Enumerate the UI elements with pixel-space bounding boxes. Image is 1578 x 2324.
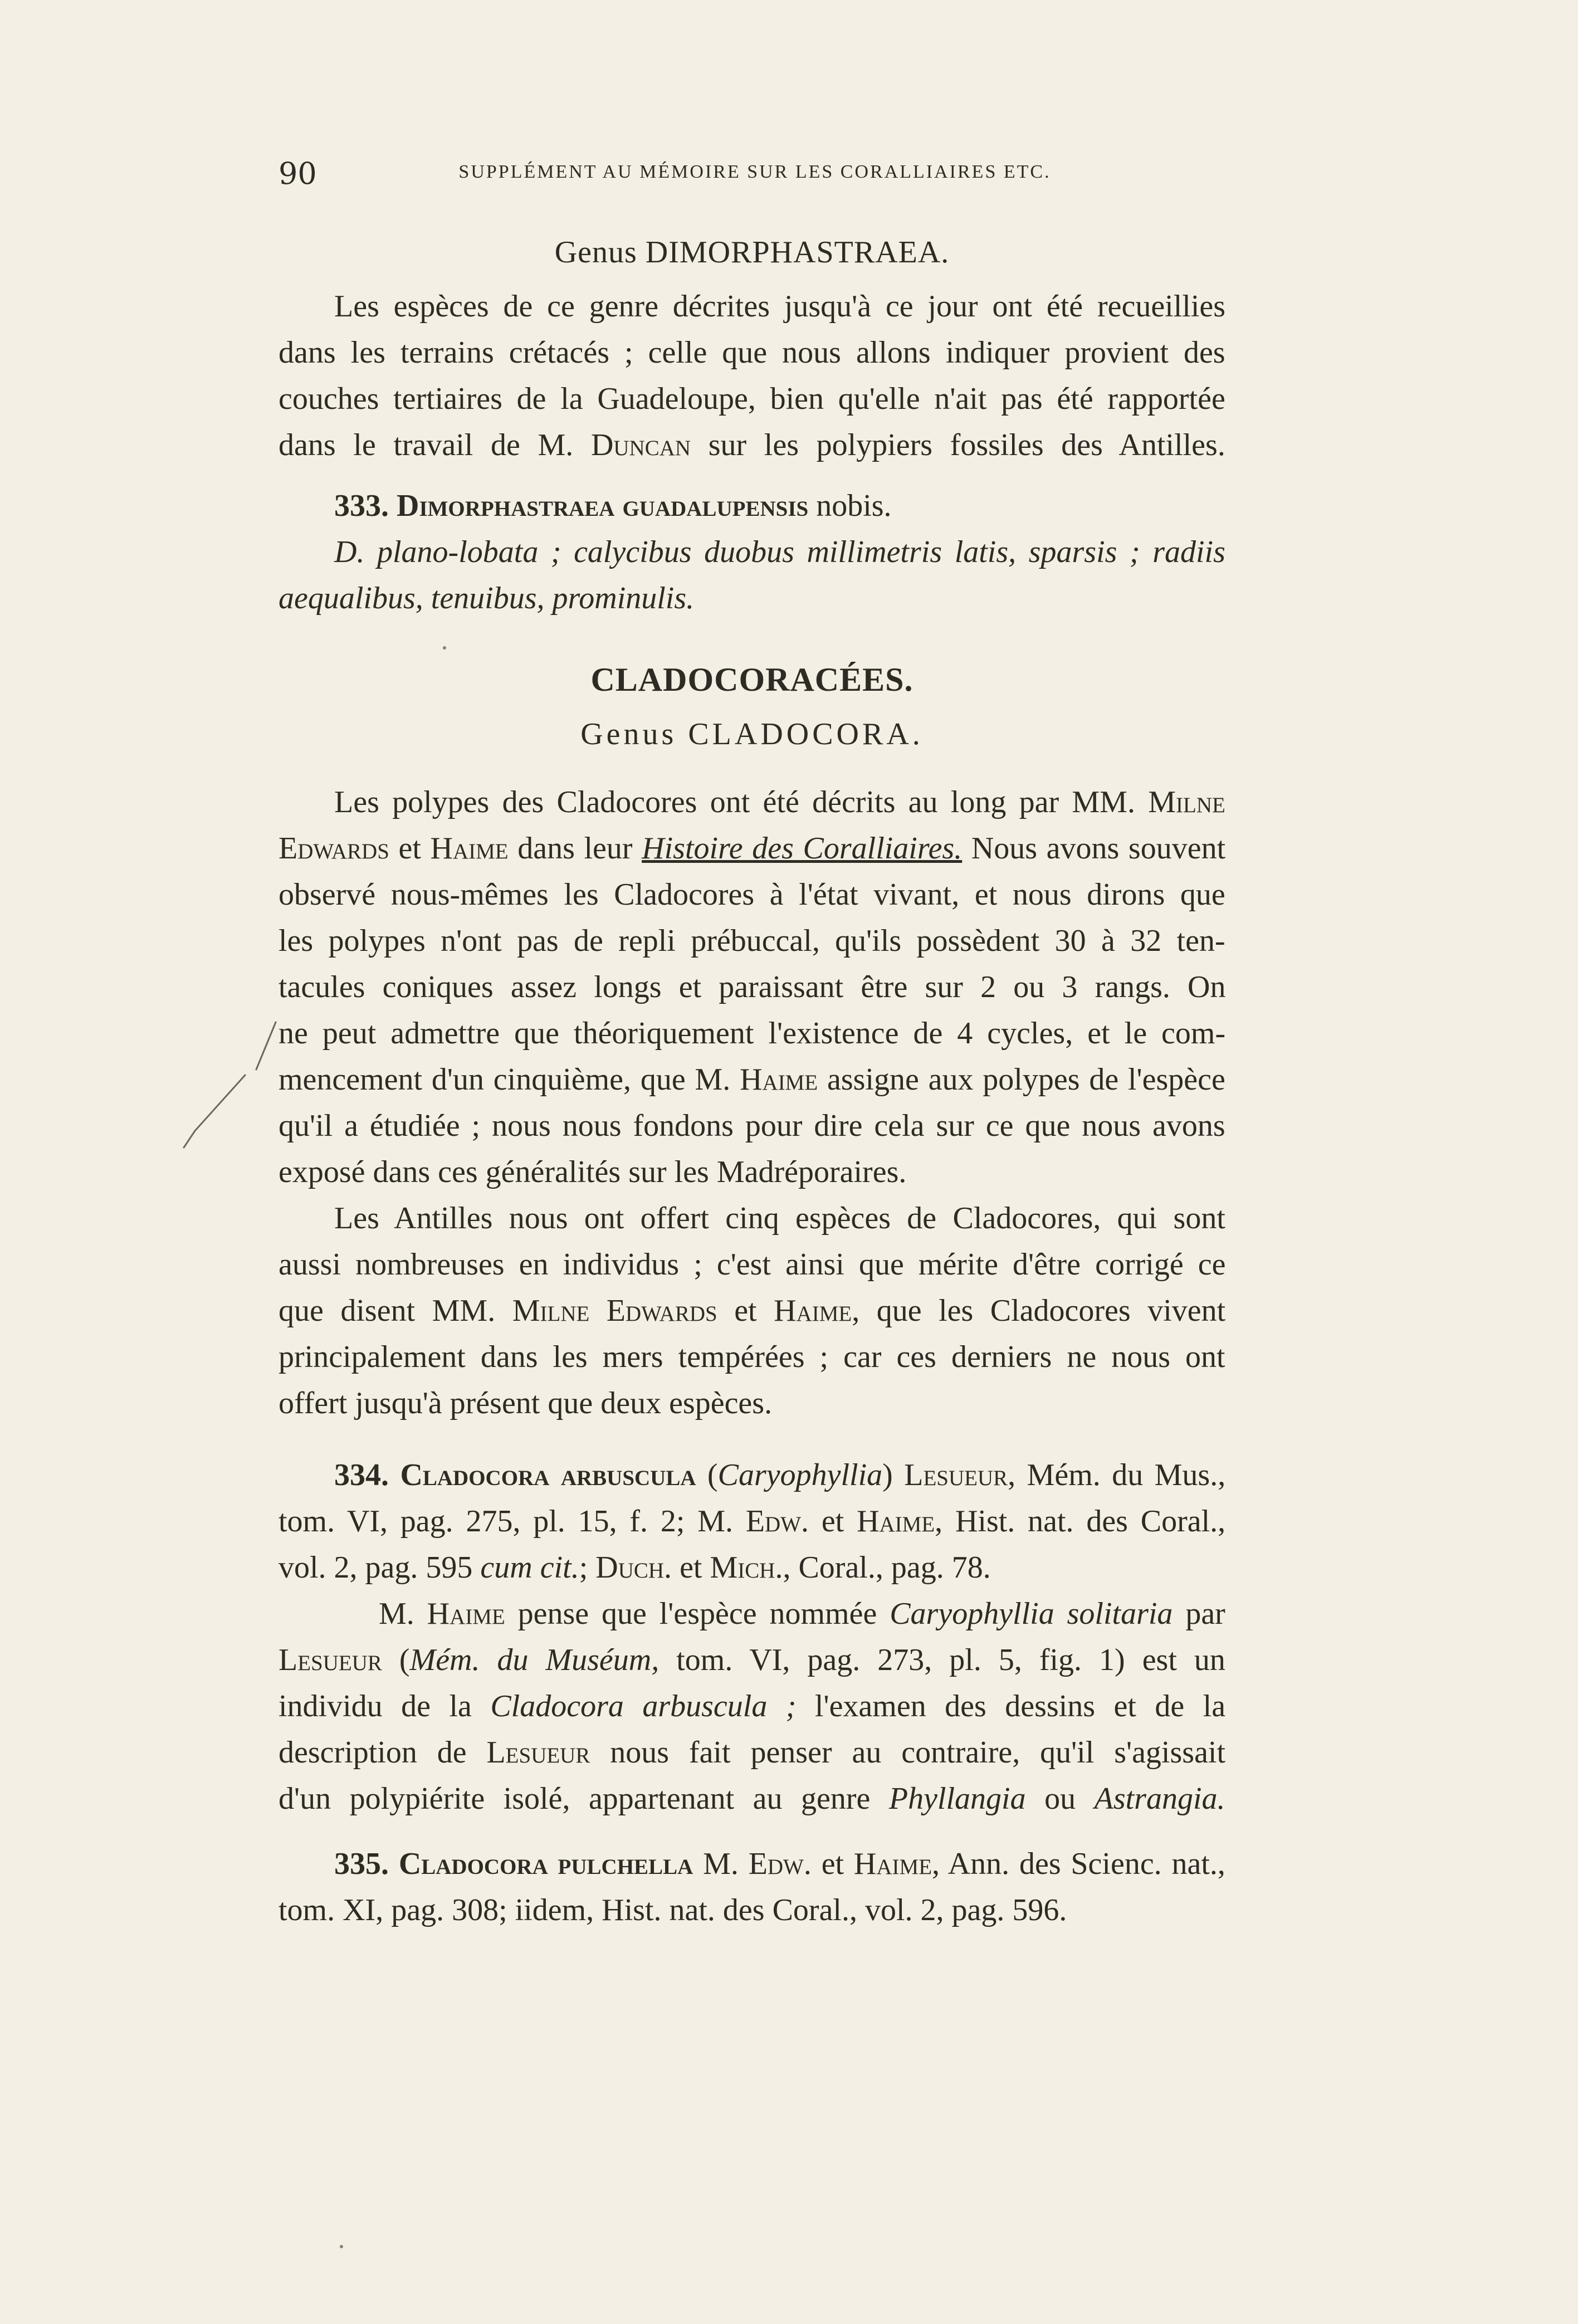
paragraph-line bbox=[279, 833, 1225, 864]
work-title: Histoire des Coralliaires. bbox=[642, 831, 963, 866]
paragraph-line: aussi nombreuses en individus ; c'est ainsi que mérite d'être corrigé ce bbox=[279, 1247, 1226, 1282]
paragraph-line: Les espèces de ce genre décrites jusqu'à ce jour ont été recueillies bbox=[334, 289, 1226, 324]
text-run: et bbox=[398, 831, 421, 866]
species-entry-334 bbox=[334, 1459, 1225, 1491]
text-run: ) bbox=[882, 1458, 893, 1492]
citation-line bbox=[279, 1552, 991, 1583]
species-name: Cladocora arbuscula bbox=[400, 1458, 696, 1492]
diagnosis-text: aequalibus, tenuibus, prominulis. bbox=[279, 581, 695, 616]
text-run: et bbox=[821, 1847, 844, 1881]
paragraph-line: exposé dans ces généralités sur les Madréporaires. bbox=[279, 1155, 907, 1189]
genus-label: Genus bbox=[554, 235, 637, 270]
text-run: et bbox=[734, 1293, 757, 1328]
paragraph-line: les polypes n'ont pas de repli prébuccal, qu'ils possèdent 30 à 32 ten- bbox=[279, 924, 1225, 958]
paragraph-line bbox=[279, 1295, 1225, 1326]
text-run: sur les polypiers fossiles des Antilles. bbox=[708, 428, 1225, 462]
text-run: , que les Cladocores vivent bbox=[852, 1293, 1226, 1328]
genus-name: CLADOCORA. bbox=[688, 717, 924, 751]
page-header bbox=[279, 156, 1231, 195]
author-name: Haime bbox=[427, 1596, 505, 1631]
paragraph-line bbox=[334, 787, 1225, 818]
paper-speck bbox=[443, 646, 446, 650]
text-run: mencement d'un cinquième, que M. bbox=[279, 1062, 731, 1097]
author-name: Milne Edwards bbox=[512, 1293, 717, 1328]
species-entry-335 bbox=[334, 1848, 1225, 1879]
text-run: , Ann. des Scienc. nat., bbox=[932, 1847, 1225, 1881]
species-name: Cladocora pulchella bbox=[398, 1847, 693, 1881]
author-name: Lesueur bbox=[279, 1643, 382, 1677]
genus-heading bbox=[279, 237, 1225, 268]
text-run: vol. 2, pag. 595 bbox=[279, 1550, 473, 1585]
taxon-name: Phyllangia bbox=[888, 1781, 1026, 1816]
paragraph-line: couches tertiaires de la Guadeloupe, bien qu'elle n'ait pas été rapportée bbox=[279, 382, 1225, 416]
diagnosis-text: D. plano-lobata ; calycibus duobus millimetris latis, sparsis ; radiis bbox=[334, 535, 1225, 569]
author-name: Edw. bbox=[748, 1847, 812, 1881]
text-run: dans leur bbox=[517, 831, 633, 866]
text-run: M. bbox=[379, 1596, 414, 1631]
cum-cit: cum cit. bbox=[480, 1550, 579, 1585]
author-name: Mich. bbox=[710, 1550, 783, 1585]
species-name: Dimorphastraea guadalupensis bbox=[397, 489, 809, 523]
genus-name: DIMORPHASTRAEA. bbox=[645, 235, 950, 270]
text-run: , Hist. nat. des Coral., bbox=[935, 1504, 1226, 1539]
species-author: nobis. bbox=[816, 489, 892, 523]
author-name: Haime bbox=[740, 1062, 818, 1097]
species-diagnosis bbox=[334, 536, 1225, 568]
text-run: description de bbox=[279, 1735, 467, 1770]
taxon-name: Caryophyllia solitaria bbox=[890, 1596, 1173, 1631]
work-title: Mém. du Muséum, bbox=[409, 1643, 659, 1677]
note-line bbox=[279, 1783, 1225, 1814]
author-name: Lesueur bbox=[486, 1735, 590, 1770]
author-name: Edw. bbox=[745, 1504, 809, 1539]
text-run: Nous avons souvent bbox=[971, 831, 1226, 866]
text-run: et bbox=[680, 1550, 702, 1585]
paragraph-line: Les Antilles nous ont offert cinq espèces de Cladocores, qui sont bbox=[334, 1201, 1225, 1236]
author-name: Duncan bbox=[590, 428, 691, 462]
species-number: 334. bbox=[334, 1458, 389, 1492]
genus-label: Genus bbox=[580, 717, 677, 751]
species-diagnosis bbox=[279, 583, 694, 614]
paragraph-line: offert jusqu'à présent que deux espèces. bbox=[279, 1386, 773, 1420]
text-run: par bbox=[1185, 1596, 1225, 1631]
paper-speck bbox=[340, 2245, 343, 2248]
note-line bbox=[279, 1737, 1225, 1768]
author-name: Milne bbox=[1148, 785, 1225, 819]
paragraph-line bbox=[279, 429, 1225, 461]
paragraph-line: ne peut admettre que théoriquement l'existence de 4 cycles, et le com- bbox=[279, 1016, 1226, 1051]
text-run: ( bbox=[399, 1643, 410, 1677]
author-name: Haime bbox=[774, 1293, 852, 1328]
text-run: M. bbox=[703, 1847, 739, 1881]
species-number: 333. bbox=[334, 489, 389, 523]
text-run: ou bbox=[1044, 1781, 1076, 1816]
taxon-name: Cladocora arbuscula ; bbox=[490, 1689, 797, 1724]
author-name: Edwards bbox=[279, 831, 389, 866]
text-run: dans le travail de M. bbox=[279, 428, 574, 462]
author-name: Haime bbox=[857, 1504, 935, 1539]
paragraph-line: tacules coniques assez longs et paraissant être sur 2 ou 3 rangs. On bbox=[279, 970, 1226, 1004]
paragraph-line: observé nous-mêmes les Cladocores à l'état vivant, et nous dirons que bbox=[279, 877, 1225, 912]
note-line bbox=[379, 1598, 1225, 1629]
pencil-mark bbox=[173, 1019, 284, 1153]
paragraph-line: qu'il a étudiée ; nous nous fondons pour dire cela sur ce que nous avons bbox=[279, 1109, 1225, 1143]
text-run: tom. VI, pag. 275, pl. 15, f. 2; M. bbox=[279, 1504, 734, 1539]
note-line bbox=[279, 1644, 1225, 1676]
text-run: assigne aux polypes de l'espèce bbox=[827, 1062, 1225, 1097]
text-run: ; bbox=[579, 1550, 588, 1585]
running-head: SUPPLÉMENT AU MÉMOIRE SUR LES CORALLIAIRES ETC. bbox=[458, 162, 1051, 182]
text-run: , Coral., pag. 78. bbox=[783, 1550, 991, 1585]
citation-line: tom. XI, pag. 308; iidem, Hist. nat. des Coral., vol. 2, pag. 596. bbox=[279, 1893, 1067, 1927]
genus-heading bbox=[279, 719, 1225, 750]
text-run: d'un polypiérite isolé, appartenant au genre bbox=[279, 1781, 871, 1816]
note-line bbox=[279, 1691, 1225, 1722]
author-name: Haime bbox=[853, 1847, 932, 1881]
text-run: l'examen des dessins et de la bbox=[814, 1689, 1226, 1724]
author-name: Lesueur bbox=[904, 1458, 1008, 1492]
text-run: et bbox=[821, 1504, 844, 1539]
paragraph-line: dans les terrains crétacés ; celle que nous allons indiquer provient des bbox=[279, 335, 1225, 370]
text-run: nous fait penser au contraire, qu'il s'agissait bbox=[610, 1735, 1226, 1770]
paragraph-line bbox=[279, 1064, 1225, 1095]
species-entry-333 bbox=[334, 490, 892, 521]
family-heading: CLADOCORACÉES. bbox=[590, 661, 913, 698]
text-run: individu de la bbox=[279, 1689, 472, 1724]
paragraph-line: principalement dans les mers tempérées ; car ces derniers ne nous ont bbox=[279, 1340, 1225, 1374]
taxon-name: Astrangia. bbox=[1094, 1781, 1225, 1816]
text-run: , Mém. du Mus., bbox=[1008, 1458, 1226, 1492]
synonym-genus: Caryophyllia bbox=[717, 1458, 883, 1492]
text-run: tom. VI, pag. 273, pl. 5, fig. 1) est un bbox=[676, 1643, 1225, 1677]
page-number: 90 bbox=[279, 156, 317, 191]
author-name: Haime bbox=[430, 831, 509, 866]
text-run: ( bbox=[707, 1458, 718, 1492]
text-run: Les polypes des Cladocores ont été décrits au long par MM. bbox=[334, 785, 1135, 819]
species-number: 335. bbox=[334, 1847, 389, 1881]
text-run: que disent MM. bbox=[279, 1293, 496, 1328]
author-name: Duch. bbox=[595, 1550, 672, 1585]
citation-line bbox=[279, 1506, 1225, 1537]
text-run: pense que l'espèce nommée bbox=[517, 1596, 877, 1631]
